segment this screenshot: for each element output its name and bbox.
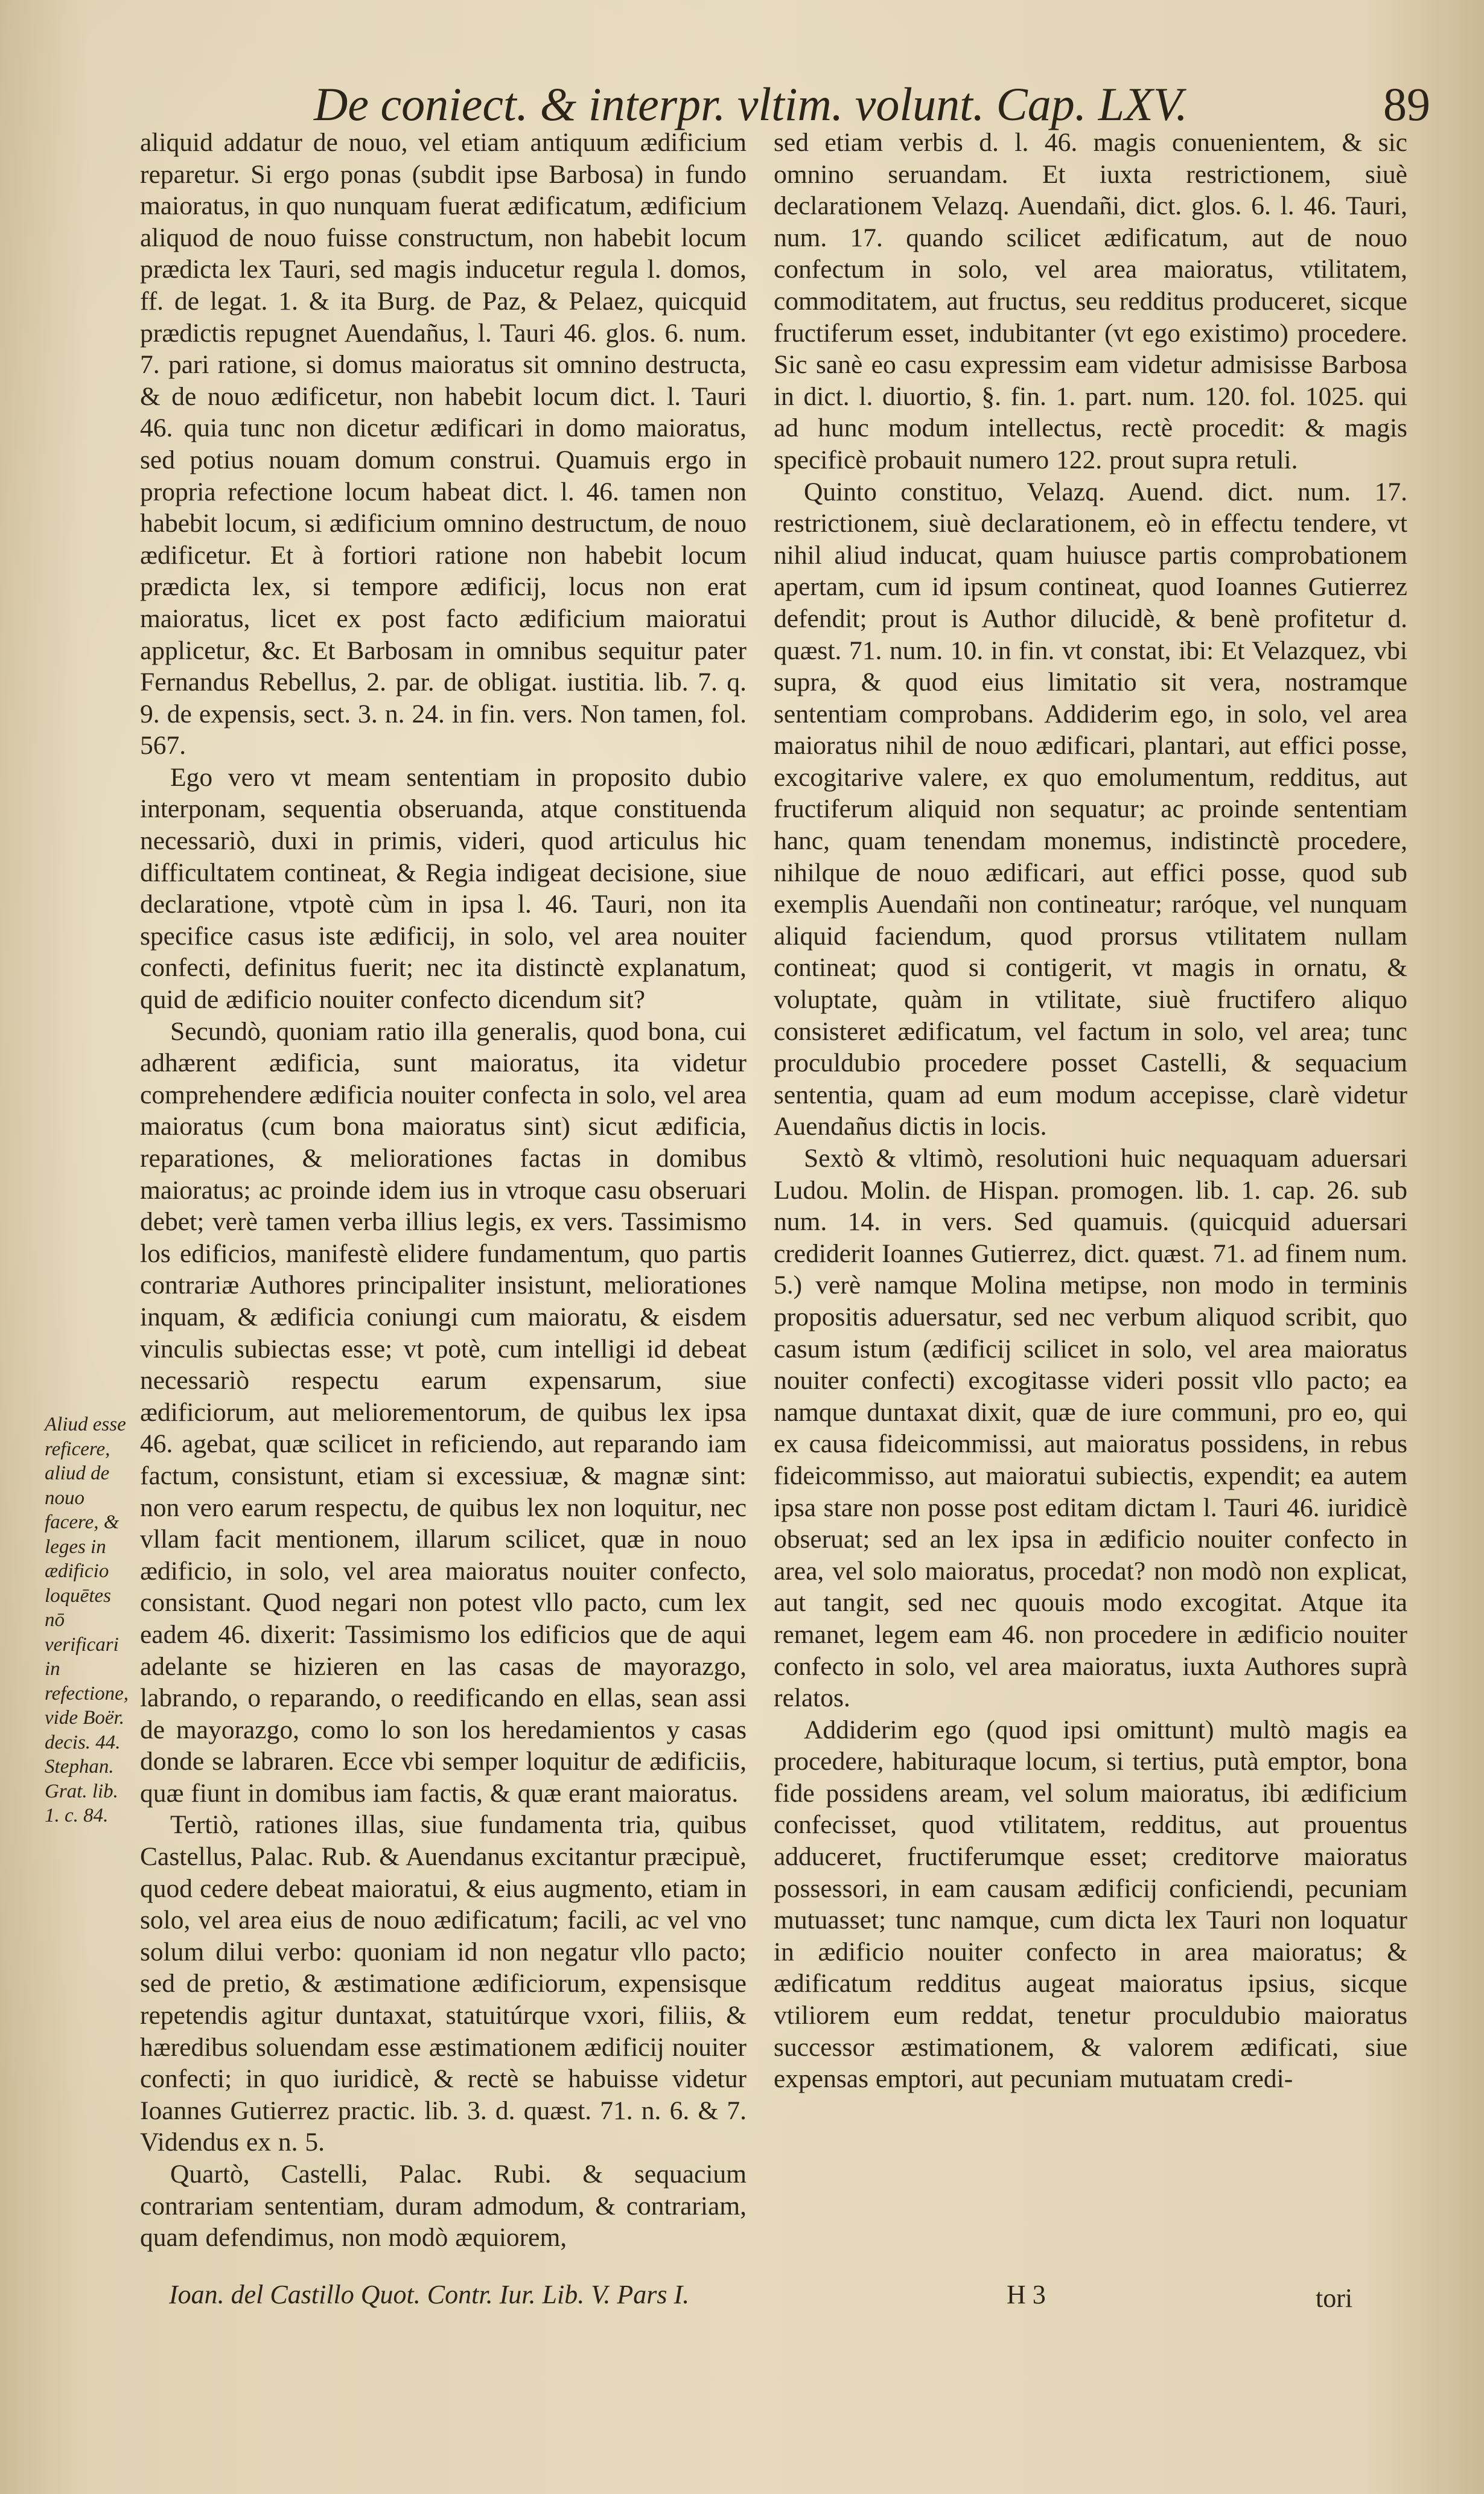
paragraph: Ego vero vt meam sententiam in proposito dubio interponam, sequentia obseruanda, atque constituenda necessariò, duxi in primis, videri, quod articulus hic difficultatem contineat, & Regia indigeat decisione, siue declaratione, vtpotè cùm in ipsa l. 46. Tauri, non ita specifice casus iste ædificij, in solo, vel area nouiter confecti, definitus fuerit; nec ita distinctè explanatum, quid de ædificio nouiter confecto dicendum sit? <box>140 762 747 1015</box>
paragraph: Tertiò, rationes illas, siue fundamenta tria, quibus Castellus, Palac. Rub. & Auendanus excitantur præcipuè, quod cedere debeat maioratui, & eius augmento, etiam in solo, vel area eius de nouo ædificatum; facili, ac vel vno solum dilui verbo: quoniam id non negatur vllo pacto; sed de pretio, & æstimatione ædificiorum, expensisque repetendis agitur duntaxat, statuitúrque vxori, filiis, & hæredibus soluendam esse æstimationem ædificij nouiter confecti; in quo iuridicè, & rectè se habuisse videtur Ioannes Gutierrez practic. lib. 3. d. quæst. 71. n. 6. & 7. Videndus ex n. 5. <box>140 1810 747 2157</box>
running-title: De coniect. & interpr. vltim. volunt. Cap. LXV. <box>314 78 1188 130</box>
paragraph: aliquid addatur de nouo, vel etiam antiquum ædificium reparetur. Si ergo ponas (subdit ipse Barbosa) in fundo maioratus, in quo nunquam fuerat ædificatum, ædificium aliquod de nouo fuisse constructum, non habebit locum prædicta lex Tauri, sed magis inducetur regula l. domos, ff. de legat. 1. & ita Burg. de Paz, & Pelaez, quicquid prædictis repugnet Auendañus, l. Tauri 46. glos. 6. num. 7. pari ratione, si domus maioratus sit omnino destructa, & de nouo ædificetur, non habebit locum dict. l. Tauri 46. quia tunc non dicetur ædificari in domo maioratus, sed potius nouam domum construi. Quamuis ergo in propria refectione locum habeat dict. l. 46. tamen non habebit locum, si ædificium omnino destructum, de nouo ædificetur. Et à fortiori ratione non habebit locum prædicta lex, si tempore ædificij, locus non erat maioratus, licet ex post facto ædificium maioratui applicetur, &c. Et Barbosam in omnibus sequitur pater Fernandus Rebellus, 2. par. de obligat. iustitia. lib. 7. q. 9. de expensis, sect. 3. n. 24. in fin. vers. Non tamen, fol. 567. <box>140 128 747 761</box>
paragraph: Quartò, Castelli, Palac. Rubi. & sequacium contrariam sententiam, duram admodum, & contrariam, quam defendimus, non modò æquiorem, <box>140 2160 747 2253</box>
paragraph: Addiderim ego (quod ipsi omittunt) multò magis ea procedere, habituraque locum, si tertius, putà emptor, bona fide possidens aream, vel solum maioratus, ibi ædificium confecisset, quod vtilitatem, redditus, aut prouentus adduceret, fructiferumque esset; creditorve maioratus possessori, in eam causam ædificij conficiendi, pecuniam mutuasset; tunc namque, cum dicta lex Tauri non loquatur in ædificio nouiter confecto in area maioratus; & ædificatum redditus augeat maioratus ipsius, sicque vtiliorem eum reddat, tenetur proculdubio maioratus successor æstimationem, & valorem ædificati, siue expensas emptori, aut pecuniam mutuatam credi- <box>774 1715 1407 2094</box>
paragraph: sed etiam verbis d. l. 46. magis conuenientem, & sic omnino seruandam. Et iuxta restrictionem, siuè declarationem Velazq. Auendañi, dict. glos. 6. l. 46. Tauri, num. 17. quando scilicet ædificatum, aut de nouo confectum in solo, vel area maioratus, vtilitatem, commoditatem, aut fructus, seu redditus produceret, sicque fructiferum esset, indubitanter (vt ego existimo) procedere. Sic sanè eo casu expressim eam videtur admisisse Barbosa in dict. l. diuortio, §. fin. 1. part. num. 120. fol. 1025. qui ad hunc modum intellectus, rectè procedit: & magis specificè probauit numero 122. prout supra retuli. <box>774 128 1407 474</box>
paragraph: Quinto constituo, Velazq. Auend. dict. num. 17. restrictionem, siuè declarationem, eò in effectu tendere, vt nihil aliud inducat, quam huiusce partis comprobationem apertam, cum id ipsum contineat, quod Ioannes Gutierrez defendit; prout is Author dilucidè, & benè profitetur d. quæst. 71. num. 10. in fin. vt constat, ibi: Et Velazquez, vbi supra, & quod eius limitatio sit vera, nostramque sententiam comprobans. Addiderim ego, in solo, vel area maioratus nihil de nouo ædificari, plantari, aut effici posse, excogitarive valere, ex quo emolumentum, redditus, aut fructiferum aliquid non sequatur; ac proinde sententiam hanc, quam tenendam monemus, indistinctè procedere, nihilque de nouo ædificari, aut effici posse, quod sub exemplis Auendañi non contineatur; raróque, vel nunquam aliquid faciendum, quod prorsus vtilitatem nullam contineat; quod si contigerit, vt magis in ornatu, & voluptate, quàm in vtilitate, siuè fructifero aliquo consisteret ædificatum, vel factum in solo, vel area; tunc proculdubio procedere posset Castelli, & sequacium sententia, quam ad eum modum accepisse, clarè videtur Auendañus dictis in locis. <box>774 477 1407 1141</box>
running-foot: Ioan. del Castillo Quot. Contr. Iur. Lib. V. Pars I. <box>169 2280 690 2309</box>
signature-mark: H 3 <box>1007 2280 1046 2309</box>
catchword: tori <box>1316 2283 1353 2313</box>
paragraph: Sextò & vltimò, resolutioni huic nequaquam aduersari Ludou. Molin. de Hispan. promogen. lib. 1. cap. 26. sub num. 14. in vers. Sed quamuis. (quicquid aduersari crediderit Ioannes Gutierrez, dict. quæst. 71. ad finem num. 5.) verè namque Molina metipse, non modo in terminis propositis aduersatur, sed nec verbum aliquod scribit, quo casum istum (ædificij scilicet in solo, vel area maioratus nouiter confecti) excogitasse videri possit vllo pacto; ea namque duntaxat dixit, quæ de iure communi, pro eo, qui ex causa fideicommissi, aut maioratus possidens, in rebus fideicommisso, aut maioratui subiectis, expendit; ea autem ipsa stare non posse post editam dictam l. Tauri 46. iuridicè obseruat; sed an lex ipsa in ædificio nouiter confecto in area, vel solo maioratus, procedat? non modò non explicat, aut tangit, sed nec quouis modo excogitat. Atque ita remanet, legem eam 46. non procedere in ædificio nouiter confecto in solo, vel area maioratus, iuxta Authores suprà relatos. <box>774 1144 1407 1713</box>
page-number: 89 <box>1383 78 1430 130</box>
marginal-note: Aliud esse reficere, aliud de nouo facere, & leges in ædificio loquētes nō verificari in refectione, vide Boër. decis. 44. Stephan. Grat. lib. 1. c. 84. <box>45 1414 129 1826</box>
left-column <box>140 127 747 2254</box>
right-column <box>774 127 1407 2095</box>
paragraph: Secundò, quoniam ratio illa generalis, quod bona, cui adhærent ædificia, sunt maioratus, ita videtur comprehendere ædificia nouiter confecta in solo, vel area maioratus (cum bona maioratus sint) sicut ædificia, reparationes, & meliorationes factas in domibus maioratus; ac proinde idem ius in vtroque casu obseruari debet; verè tamen verba illius legis, ex vers. Tassimismo los edificios, manifestè elidere fundamentum, quo partis contrariæ Authores principaliter insistunt, meliorationes inquam, & ædificia coniungi cum maioratu, & eisdem vinculis subiectas esse; vt potè, cum intelligi id debeat necessariò respectu earum expensarum, siue ædificiorum, aut meliorementorum, de quibus lex ipsa 46. agebat, quæ scilicet in reficiendo, aut reparando iam factum, consistunt, etiam si excessiuæ, & magnæ sint: non vero earum respectu, de quibus lex non loquitur, nec vllam facit mentionem, illarum scilicet, quæ in nouo ædificio, in solo, vel area maioratus nouiter confecto, consistant. Quod negari non potest vllo pacto, cum lex eadem 46. dixerit: Tassimismo los edificios que de aqui adelante se hizieren en las casas de mayorazgo, labrando, o reparando, o reedificando en ellas, sean assi de mayorazgo, como lo son los heredamientos y casas donde se labraren. Ecce vbi semper loquitur de ædificiis, quæ fiunt in domibus iam factis, & quæ erant maioratus. <box>140 1016 747 1808</box>
